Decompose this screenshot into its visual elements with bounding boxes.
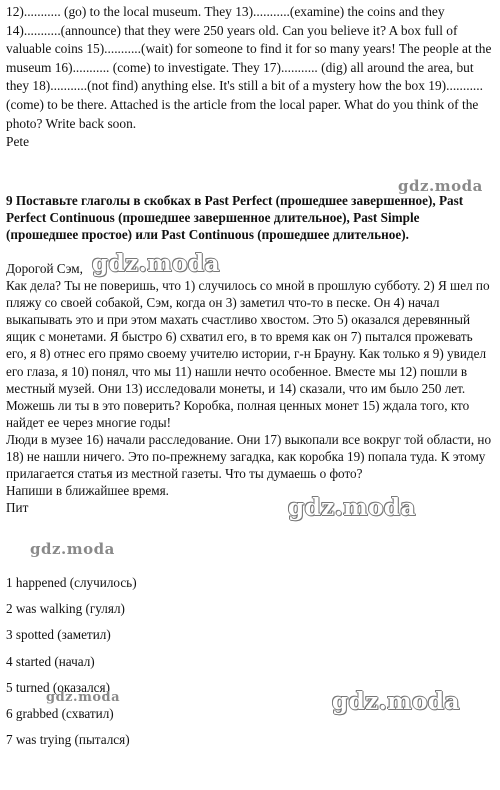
answer-item: 3 spotted (заметил) <box>6 627 111 643</box>
answer-list <box>6 574 137 757</box>
translation-body-2: Люди в музее 16) начали расследование. Они 17) выкопали все вокруг той области, но 18) не нашли ничего. Это по-прежнему загадка, как коробка 19) попала туда. К этому прилагается статья из местной газеты. Что ты думаешь о фото? <box>6 431 492 482</box>
translation-body: Как дела? Ты не поверишь, что 1) случилось со мной в прошлую субботу. 2) Я шел по пляжу со своей собакой, Сэм, когда он 3) заметил что-то в песке. Он 4) начал выкапывать это и при этом махать счастливо хвостом. Это 5) оказался деревянный ящик с монетами. Я быстро 6) схватил его, в то время как он 7) пытался прожевать его, я 8) отнес его прямо своему учителю истории, г-н Брауну. Как только я 9) увидел его глаза, я 10) понял, что мы 11) нашли нечто особенное. Вместе мы 12) пошли в местный музей. Они 13) исследовали монеты, и 14) сказали, что им было 250 лет. Можешь ли ты в это поверить? Коробка, полная ценных монет 15) ждала того, кто найдет ее через многие годы! <box>6 278 490 430</box>
letter-body: 12)........... (go) to the local museum. They 13)...........(examine) the coins and they 14)...........(announce) that they were 250 years old. Can you believe it? A box full of valuable coins 15)...........(wait) for someone to find it for so many years! The people at the museum 16)........... (come) to investigate. They 17)........... (dig) all around the area, but they 18)...........(not find) anything else. It's still a bit of a mystery how the box 19)...........(come) to be there. Attached is the article from the local paper. What do you think of the photo? Write back soon. <box>6 4 492 131</box>
answer-item: 1 happened (случилось) <box>6 575 137 590</box>
watermark-logo: gdz.moda <box>332 688 460 715</box>
watermark-logo: gdz.moda <box>398 177 483 195</box>
translation-signature: Пит <box>6 500 29 516</box>
watermark-logo: gdz.moda <box>30 540 115 558</box>
task-heading: 9 Поставьте глаголы в скобках в Past Perfect (прошедшее завершенное), Past Perfect Continuous (прошедшее завершенное длительное), Past Simple (прошедшее простое) или Past Continuous (прошедшее длительное). <box>6 193 464 243</box>
watermark-logo: gdz.moda <box>92 250 220 277</box>
english-letter-text <box>6 3 492 152</box>
answer-item: 7 was trying (пытался) <box>6 732 130 748</box>
letter-signature: Pete <box>6 134 30 150</box>
answer-item: 4 started (начал) <box>6 653 95 669</box>
translation-text <box>6 260 492 516</box>
watermark-logo: gdz.moda <box>46 690 121 705</box>
answer-item: 5 turned (оказался) <box>6 679 110 695</box>
answer-item: 2 was walking (гулял) <box>6 601 125 617</box>
watermark-logo: gdz.moda <box>288 494 416 521</box>
answer-item: 6 grabbed (схватил) <box>6 705 114 721</box>
translation-closing: Напиши в ближайшее время. <box>6 483 169 499</box>
translation-greeting: Дорогой Сэм, <box>6 261 83 276</box>
